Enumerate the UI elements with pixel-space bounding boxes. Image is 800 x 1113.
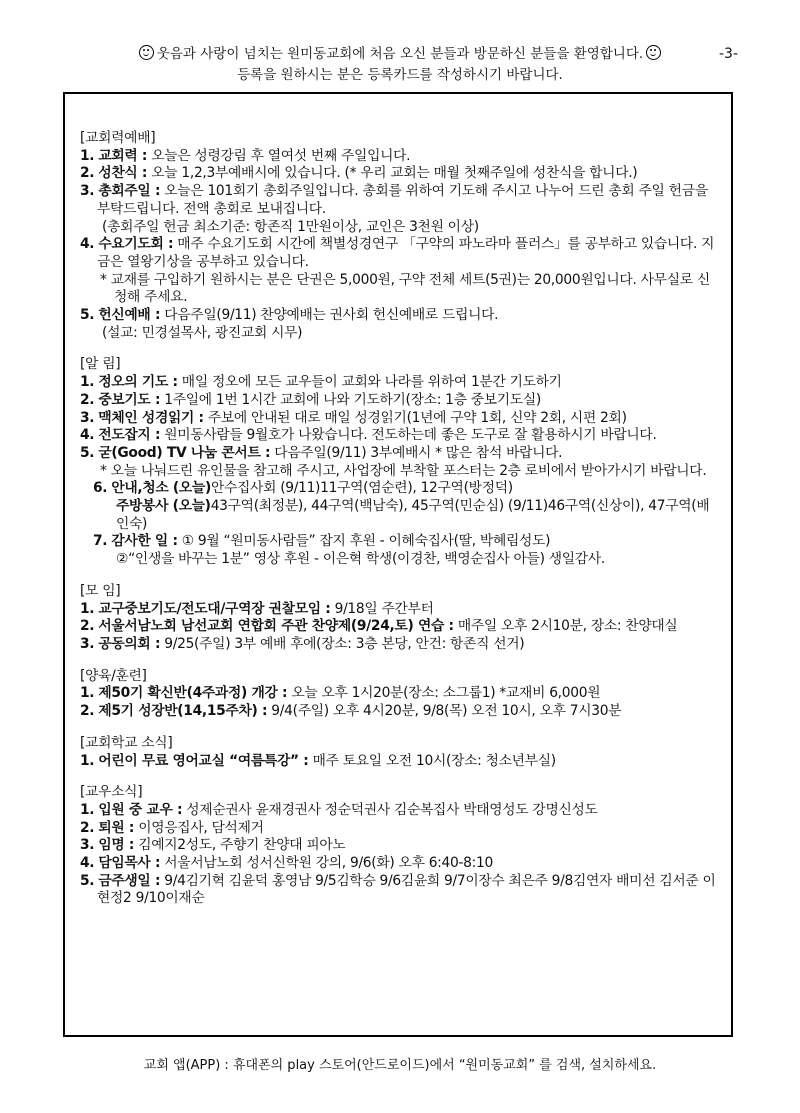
list-item: 1. 교회력 : 오늘은 성령강림 후 열여섯 번째 주일입니다. [80,147,411,164]
list-item: 3. 총회주일 : 오늘은 101회기 총회주일입니다. 총회를 위하여 기도해 주시고 나누어 드린 총회 주일 헌금을 부탁드립니다. 전액 총회로 보내집니다. [80,183,708,217]
list-item: 1. 정오의 기도 : 매일 정오에 모든 교우들이 교회와 나라를 위하여 1분간 기도하기 [80,374,562,391]
section-training [80,668,720,721]
list-item: 1. 어린이 무료 영어교실 “여름특강” : 매주 토요일 오전 10시(장소: 청소년부실) [80,752,556,769]
list-item: ②“인생을 바꾸는 1분” 영상 후원 - 이은혁 학생(이경찬, 백영순집사 아들) 생일감사. [116,551,605,568]
smiley-icon [139,45,154,60]
list-item: 2. 제5기 성장반(14,15주차) : 9/4(주일) 오후 4시20분, 9/8(목) 오전 10시, 오후 7시30분 [80,703,622,720]
section-school [80,735,720,770]
section-meeting [80,583,720,654]
section-title: [양육/훈련] [80,667,147,684]
bulletin-content [80,130,720,922]
list-item: 4. 전도잡지 : 원미동사람들 9월호가 나왔습니다. 전도하는데 좋은 도구로 잘 활용하시기 바랍니다. [80,427,657,444]
list-item: 2. 퇴원 : 이영응집사, 담석제거 [80,819,264,836]
list-item: 4. 수요기도회 : 매주 수요기도회 시간에 책별성경연구 「구약의 파노라마 플러스」를 공부하고 있습니다. 지금은 열왕기상을 공부하고 있습니다. [80,236,715,270]
section-title: [교우소식] [80,784,143,801]
header [0,44,800,86]
section-members [80,784,720,908]
list-item: 6. 안내,청소 (오늘)안수집사회 (9/11)11구역(염순련), 12구역(방정덕) [93,480,513,497]
section-title: [교회학교 소식] [80,734,173,751]
note-text: * 오늘 나눠드린 유인물을 참고해 주시고, 사업장에 부착할 포스터는 2층 로비에서 받아가시기 바랍니다. [100,462,707,479]
section-title: [교회력예배] [80,130,156,146]
list-item: 1. 제50기 확신반(4주과정) 개강 : 오늘 오후 1시20분(장소: 소그룹1) *교재비 6,000원 [80,685,601,702]
footer-app-notice: 교회 앱(APP) : 휴대폰의 play 스토어(안드로이드)에서 “원미동교회” 를 검색, 설치하세요. [143,1058,657,1073]
list-item: 3. 맥체인 성경읽기 : 주보에 안내된 대로 매일 성경읽기(1년에 구약 1회, 신약 2회, 시편 2회) [80,409,627,426]
list-item: 1. 교구중보기도/전도대/구역장 권찰모임 : 9/18일 주간부터 [80,600,434,617]
list-item: 7. 감사한 일 : ① 9월 “원미동사람들” 잡지 후원 - 이혜숙집사(딸, 박혜림성도) [93,533,551,550]
section-title: [모 임] [80,582,121,599]
page-number: -3- [718,46,738,62]
list-item: 4. 담임목사 : 서울서남노회 성서신학원 강의, 9/6(화) 오후 6:40-8:10 [80,855,493,872]
smiley-icon [646,45,661,60]
section-notice [80,356,720,568]
list-item: 2. 중보기도 : 1주일에 1번 1시간 교회에 나와 기도하기(장소: 1층 중보기도실) [80,391,541,408]
list-item: 주방봉사 (오늘)43구역(최정분), 44구역(백남숙), 45구역(민순심) (9/11)46구역(신상이), 47구역(배인숙) [116,498,710,532]
note-text: * 교재를 구입하기 원하시는 분은 단권은 5,000원, 구약 전체 세트(5권)는 20,000원입니다. 사무실로 신청해 주세요. [100,271,710,306]
list-item: 5. 굳(Good) TV 나눔 콘서트 : 다음주일(9/11) 3부예배시 * 많은 참석 바랍니다. [80,444,563,461]
section-title: [알 림] [80,356,121,373]
list-item: 3. 공동의회 : 9/25(주일) 3부 예배 후에(장소: 3층 본당, 안건: 항존직 선거) [80,635,525,652]
note-text: (총회주일 헌금 최소기준: 항존직 1만원이상, 교인은 3천원 이상) [102,218,479,235]
header-line1: 웃음과 사랑이 넘치는 원미동교회에 처음 오신 분들과 방문하신 분들을 환영합니다. [0,44,800,65]
list-item: 2. 서울서남노회 남선교회 연합회 주관 찬양제(9/24,토) 연습 : 매주일 오후 2시10분, 장소: 찬양대실 [80,618,678,635]
list-item: 2. 성찬식 : 오늘 1,2,3부예배시에 있습니다. (* 우리 교회는 매월 첫째주일에 성찬식을 합니다.) [80,165,638,182]
header-line2: 등록을 원하시는 분은 등록카드를 작성하시기 바랍니다. [237,67,563,83]
list-item: 5. 금주생일 : 9/4김기혁 김윤덕 홍영남 9/5김학승 9/6김윤희 9/7이장수 최은주 9/8김연자 배미선 김서준 이현정2 9/10이재순 [80,872,716,907]
list-item: 3. 임명 : 김예지2성도, 주향기 찬양대 피아노 [80,837,346,854]
list-item: 1. 입원 중 교우 : 성제순권사 윤재경권사 정순덕권사 김순복집사 박태영성도 강명신성도 [80,801,598,818]
section-worship [80,130,720,342]
list-item: 5. 헌신예배 : 다음주일(9/11) 찬양예배는 권사회 헌신예배로 드립니다. [80,307,499,324]
note-text: (설교: 민경설목사, 광진교회 시무) [102,324,303,341]
